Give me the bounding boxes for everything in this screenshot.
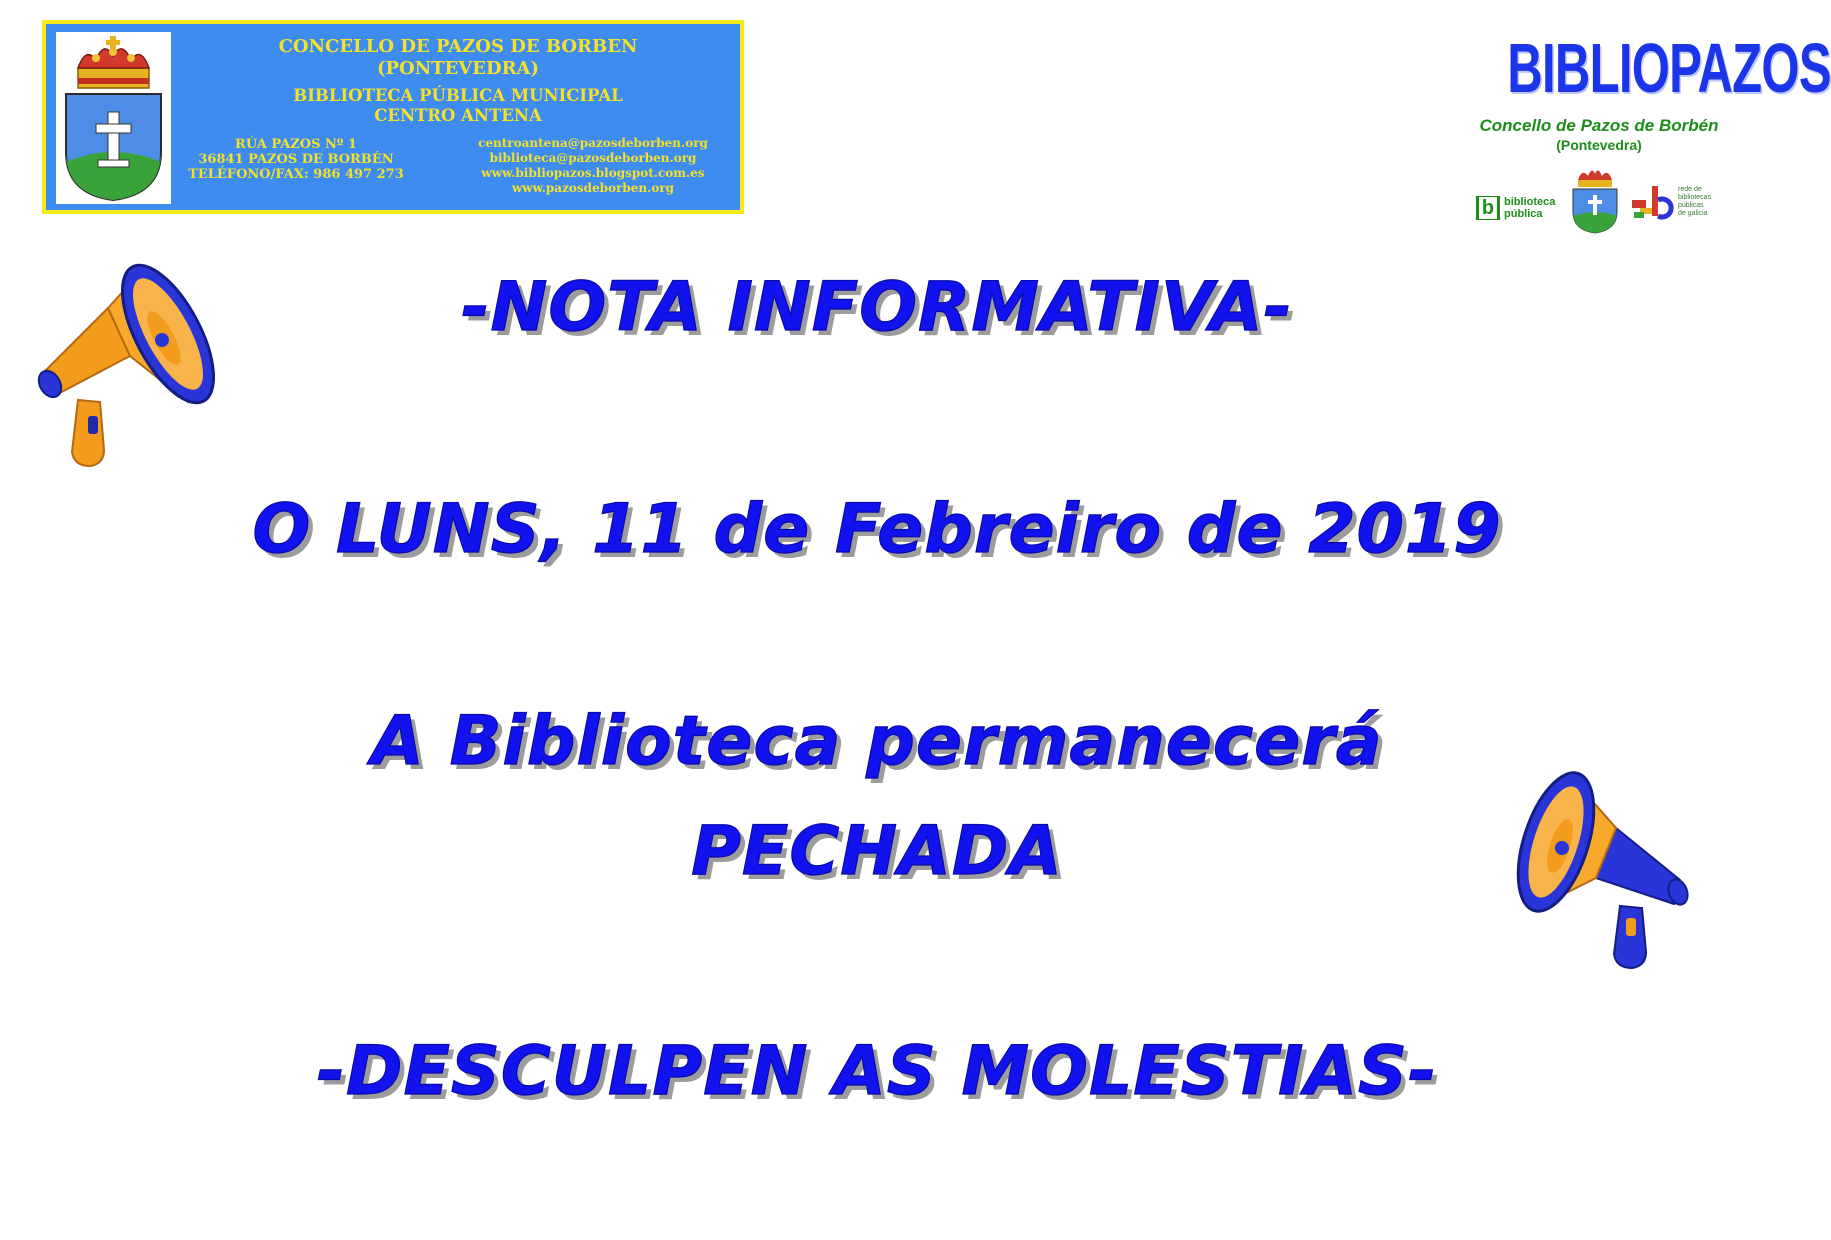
municipality-name: CONCELLO DE PAZOS DE BORBEN [278, 36, 638, 57]
center-name: CENTRO ANTENA [374, 106, 542, 125]
library-label: biblioteca pública [1504, 196, 1556, 220]
crest-icon [1568, 164, 1622, 234]
network-icon [1630, 182, 1730, 232]
network-label: rede de bibliotecas públicas de galicia [1678, 186, 1712, 217]
logo-region: (Pontevedra) [1556, 137, 1642, 153]
notice-line-2: PECHADA [691, 812, 1063, 891]
address-block [176, 137, 416, 182]
notice-date: O LUNS, 11 de Febreiro de 2019 [252, 490, 1502, 569]
contacts-block [448, 136, 738, 196]
logo-icons [1468, 162, 1730, 234]
notice-closing: -DESCULPEN AS MOLESTIAS- [316, 1032, 1438, 1111]
address-line: TELÉFONO/FAX: 986 497 273 [188, 167, 404, 182]
library-name: BIBLIOTECA PÚBLICA MUNICIPAL [293, 86, 623, 105]
notice-line-1: A Biblioteca permanecerá [371, 702, 1383, 781]
contact-website: www.pazosdeborben.org [511, 181, 675, 195]
library-icon: b [1476, 196, 1500, 220]
contact-email: centroantena@pazosdeborben.org [478, 136, 708, 150]
contact-website: www.bibliopazos.blogspot.com.es [481, 166, 705, 180]
contact-email: biblioteca@pazosdeborben.org [489, 151, 697, 165]
logo-title: BIBLIOPAZOS [1507, 29, 1831, 107]
address-line: RÚA PAZOS Nº 1 [235, 137, 357, 152]
logo-subtitle: Concello de Pazos de Borbén [1479, 116, 1719, 135]
bibliopazos-logo [1468, 24, 1831, 234]
address-line: 36841 PAZOS DE BORBÉN [198, 152, 394, 167]
province-name: (PONTEVEDRA) [376, 58, 540, 79]
notice-title: -NOTA INFORMATIVA- [461, 268, 1293, 347]
crest-icon [56, 32, 171, 204]
header-banner [42, 20, 744, 214]
